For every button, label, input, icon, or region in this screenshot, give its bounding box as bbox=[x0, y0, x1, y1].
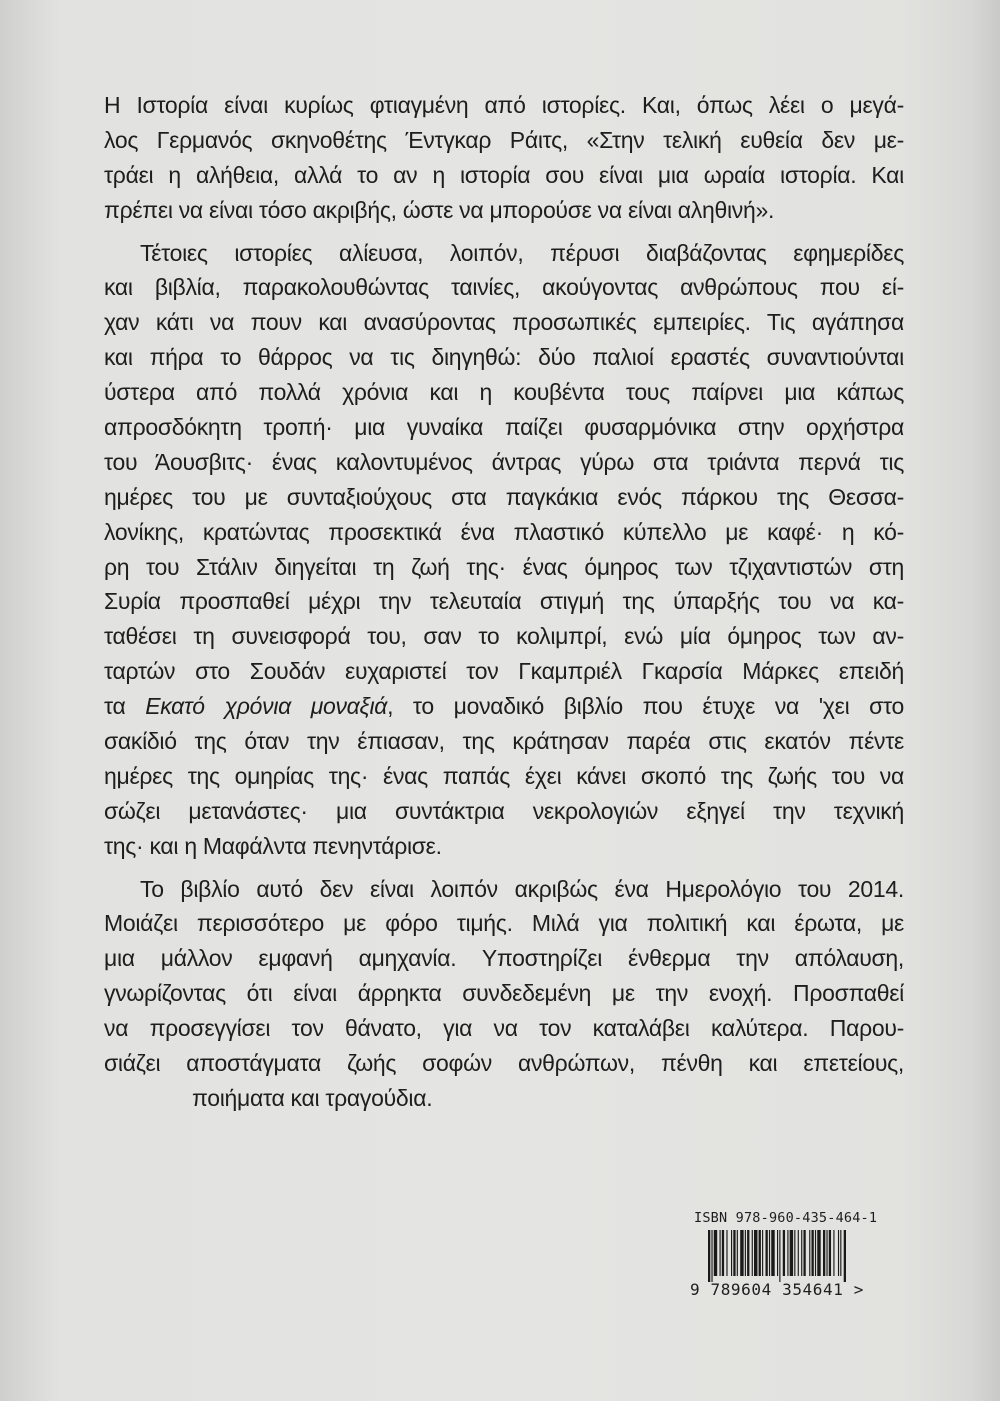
text-line: τράει η αλήθεια, αλλά το αν η ιστορία σου είναι μια ωραία ιστορία. Και bbox=[104, 161, 904, 188]
paragraph-2 bbox=[104, 236, 904, 864]
isbn-block bbox=[690, 1210, 900, 1299]
text-line: ημέρες του με συνταξιούχους στα παγκάκια ενός πάρκου της Θεσσα- bbox=[104, 483, 904, 510]
text-line: απροσδόκητη τροπή· μια γυναίκα παίζει φυσαρμόνικα στην ορχήστρα bbox=[104, 414, 904, 441]
paragraph-3 bbox=[104, 872, 904, 1116]
text-line: σώζει μετανάστες· μια συντάκτρια νεκρολογιών εξηγεί την τεχνική bbox=[104, 797, 904, 824]
book-title-italic: Εκατό χρόνια μοναξιά bbox=[145, 693, 388, 720]
text-line: και βιβλία, παρακολουθώντας ταινίες, ακούγοντας ανθρώπους που εί- bbox=[104, 274, 904, 301]
text-line: Το βιβλίο αυτό δεν είναι λοιπόν ακριβώς ένα Ημερολόγιο του 2014. bbox=[140, 875, 904, 902]
text-line: Η Ιστορία είναι κυρίως φτιαγμένη από ιστορίες. Και, όπως λέει ο μεγά- bbox=[104, 92, 904, 118]
blurb-text bbox=[104, 88, 904, 1116]
text-line: της· και η Μαφάλντα πενηντάρισε. bbox=[104, 832, 442, 859]
text-line: ύστερα από πολλά χρόνια και η κουβέντα τους παίρνει μια κάπως bbox=[104, 379, 904, 406]
text-line-with-title bbox=[104, 689, 904, 724]
barcode-digits: 9 789604 354641 > bbox=[690, 1280, 864, 1299]
text-line: σακίδιό της όταν την έπιασαν, της κράτησαν παρέα στις εκατόν πέντε bbox=[104, 728, 904, 755]
isbn-label: ISBN 978-960-435-464-1 bbox=[694, 1210, 878, 1226]
text-line: λονίκης, κρατώντας προσεκτικά ένα πλαστικό κύπελλο με καφέ· η κό- bbox=[104, 518, 904, 545]
text-line: Τέτοιες ιστορίες αλίευσα, λοιπόν, πέρυσι διαβάζοντας εφημερίδες bbox=[140, 239, 904, 266]
text-line: λος Γερμανός σκηνοθέτης Έντγκαρ Ράιτς, «Στην τελική ευθεία δεν με- bbox=[104, 126, 904, 153]
text-line: ταθέσει τη συνεισφορά του, σαν το κολιμπρί, ενώ μία όμηρος των αν- bbox=[104, 623, 904, 650]
text-line: Συρία προσπαθεί μέχρι την τελευταία στιγμή της ύπαρξής του να κα- bbox=[104, 588, 904, 615]
text-line: ταρτών στο Σουδάν ευχαριστεί τον Γκαμπριέλ Γκαρσία Μάρκες επειδή bbox=[104, 658, 904, 685]
text-line: και πήρα το θάρρος να τις διηγηθώ: δύο παλιοί εραστές συναντιούνται bbox=[104, 344, 904, 371]
text-line: του Άουσβιτς· ένας καλοντυμένος άντρας γύρω στα τριάντα περνά τις bbox=[104, 448, 904, 475]
text-line: γνωρίζοντας ότι είναι άρρηκτα συνδεδεμένη με την ενοχή. Προσπαθεί bbox=[104, 980, 904, 1007]
text-line: σιάζει αποστάγματα ζωής σοφών ανθρώπων, πένθη και επετείους, bbox=[104, 1050, 904, 1077]
text-line: χαν κάτι να πουν και ανασύροντας προσωπικές εμπειρίες. Τις αγάπησα bbox=[104, 309, 904, 336]
text-line: ποιήματα και τραγούδια. bbox=[192, 1084, 433, 1111]
barcode-icon bbox=[708, 1230, 888, 1282]
text-line: μια μάλλον εμφανή αμηχανία. Υποστηρίζει ένθερμα την απόλαυση, bbox=[104, 945, 904, 972]
text-line: ρη του Στάλιν διηγείται τη ζωή της· ένας όμηρος των τζιχαντιστών στη bbox=[104, 553, 904, 580]
text-line: να προσεγγίσει τον θάνατο, για να τον καταλάβει καλύτερα. Παρου- bbox=[104, 1015, 904, 1042]
text-fragment: τα bbox=[104, 693, 146, 720]
text-fragment: , το μοναδικό βιβλίο που έτυχε να 'χει στο bbox=[387, 693, 904, 720]
paragraph-1 bbox=[104, 88, 904, 228]
text-line: Μοιάζει περισσότερο με φόρο τιμής. Μιλά για πολιτική και έρωτα, με bbox=[104, 910, 904, 937]
text-line: ημέρες της ομηρίας της· ένας παπάς έχει κάνει σκοπό της ζωής του να bbox=[104, 762, 904, 789]
text-line: πρέπει να είναι τόσο ακριβής, ώστε να μπορούσε να είναι αληθινή». bbox=[104, 196, 775, 223]
